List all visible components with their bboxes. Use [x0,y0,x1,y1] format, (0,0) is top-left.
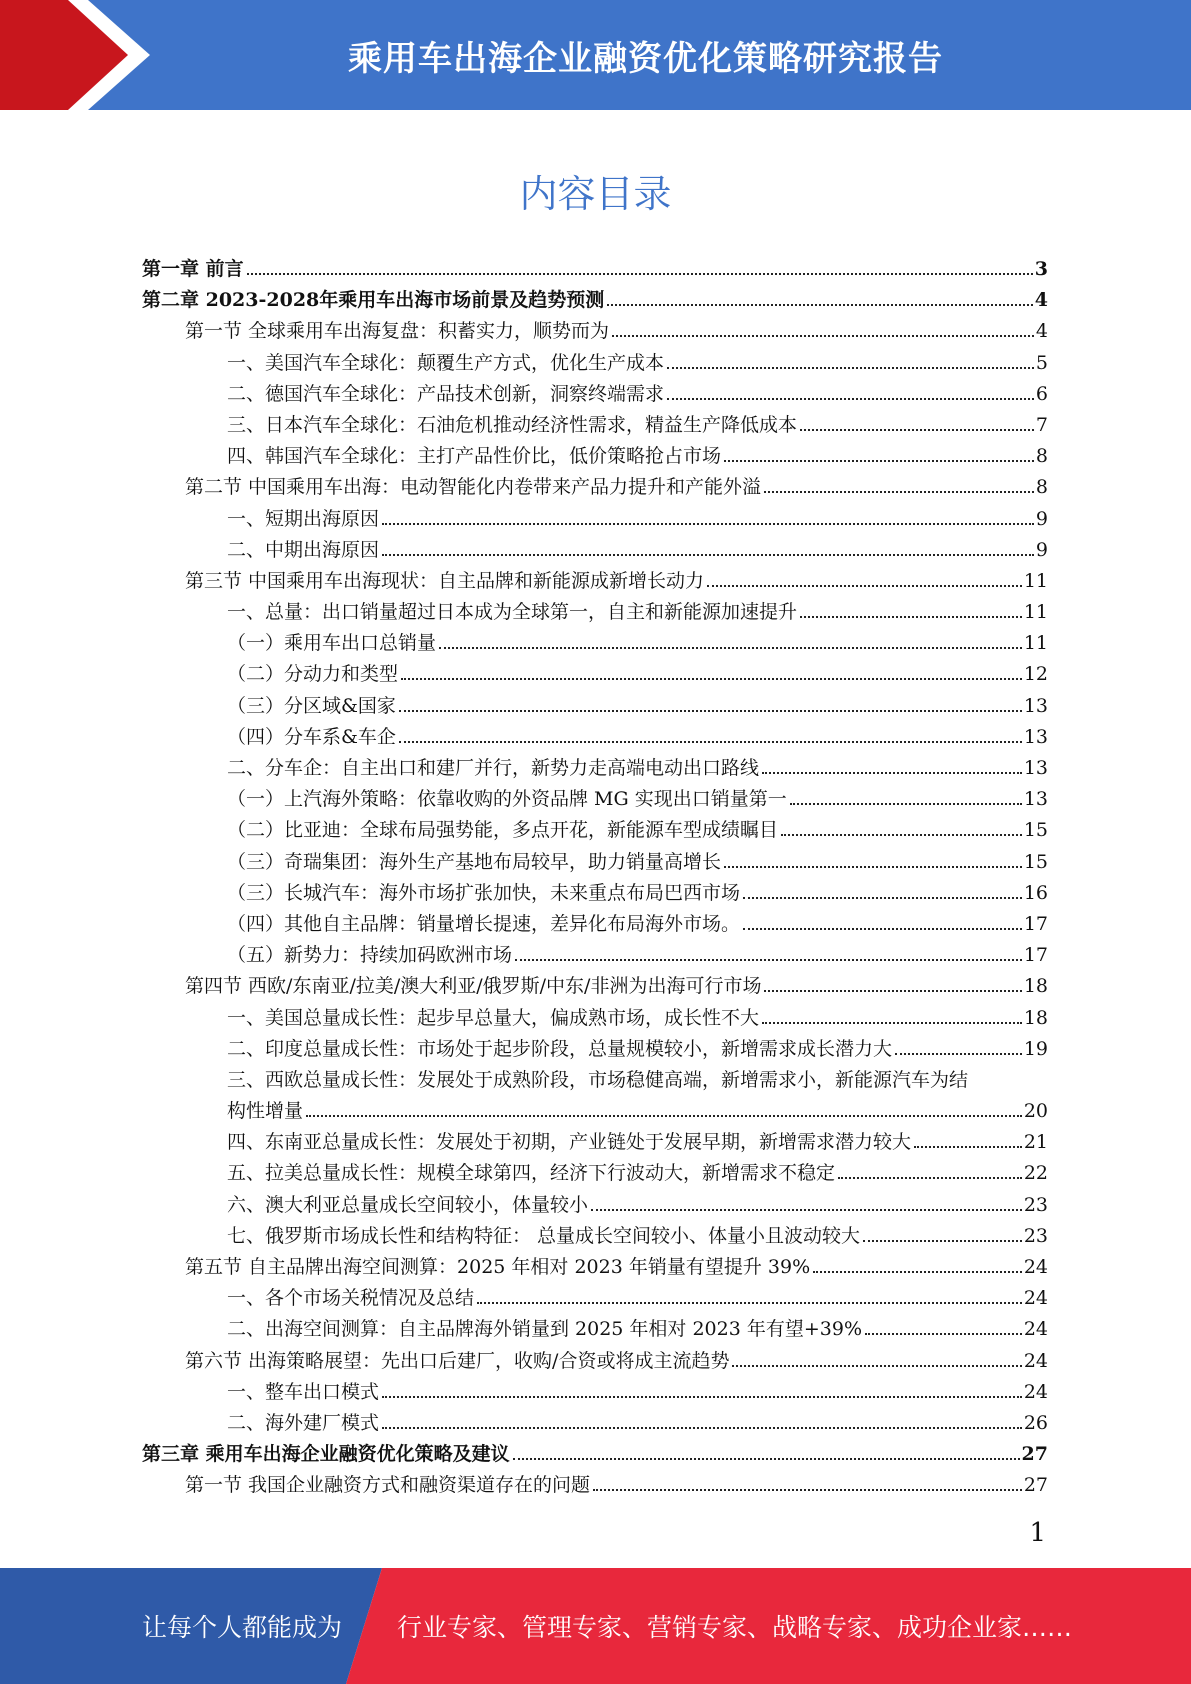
toc-entry-text: 一、短期出海原因 [227,507,380,530]
toc-entry-text: （三）奇瑞集团：海外生产基地布局较早，助力销量高增长 [227,850,722,873]
toc-entry-text: （三）分区域&国家 [227,694,396,717]
toc-entry-text: （五）新势力：持续加码欧洲市场 [227,944,513,967]
toc-entry-text: 二、印度总量成长性：市场处于起步阶段，总量规模较小，新增需求成长潜力大 [227,1037,893,1060]
toc-entry[interactable] [142,1470,1048,1501]
dot-leader [800,616,1022,618]
toc-entry[interactable] [142,847,1048,878]
toc-entry[interactable] [142,691,1048,722]
toc-entry-page: 13 [1023,757,1048,779]
dot-leader [593,1489,1022,1491]
toc-entry-text: （一）乘用车出口总销量 [227,632,437,655]
dot-leader [612,335,1034,337]
toc-entry[interactable] [142,1221,1048,1252]
dot-leader [515,959,1022,961]
toc-entry[interactable] [142,971,1048,1002]
toc-entry[interactable] [142,1034,1048,1065]
toc-entry-text: 一、美国汽车全球化：颠覆生产方式，优化生产成本 [227,351,665,374]
toc-entry-page: 4 [1034,289,1048,312]
toc-entry-page: 8 [1035,476,1048,499]
footer-slogan-right: 行业专家、管理专家、营销专家、战略专家、成功企业家…… [397,1613,1073,1642]
toc-entry-text: 第一章 前言 [142,258,244,280]
toc-entry[interactable] [142,1096,1048,1127]
toc-entry-text: （二）比亚迪：全球布局强势能，多点开花，新能源车型成绩瞩目 [227,819,779,842]
dot-leader [399,710,1022,712]
toc-entry-page: 24 [1023,1380,1048,1403]
dot-leader [399,741,1022,743]
toc-entry-text: 六、澳大利亚总量成长空间较小，体量较小 [227,1193,589,1216]
toc-entry[interactable] [142,628,1048,659]
toc-entry[interactable] [142,909,1048,940]
toc-entry-page: 3 [1034,258,1048,280]
toc-entry-text: 三、日本汽车全球化：石油危机推动经济性需求，精益生产降低成本 [227,413,798,436]
toc-entry-page: 17 [1023,912,1048,935]
toc-entry-page: 23 [1023,1224,1048,1247]
toc-entry[interactable] [142,379,1048,410]
toc-entry-page: 13 [1023,788,1048,811]
toc-entry[interactable] [142,1190,1048,1221]
dot-leader [813,1271,1022,1273]
toc-entry-text: 第四节 西欧/东南亚/拉美/澳大利亚/俄罗斯/中东/非洲为出海可行市场 [185,975,762,998]
toc-entry-text: 第五节 自主品牌出海空间测算：2025 年相对 2023 年销量有望提升 39% [185,1256,811,1278]
dot-leader [513,1458,1020,1460]
dot-leader [865,1333,1022,1335]
toc-entry-text: 二、中期出海原因 [227,538,380,561]
toc-entry-text: 七、俄罗斯市场成长性和结构特征： 总量成长空间较小、体量小且波动较大 [227,1224,861,1247]
dot-leader [401,678,1022,680]
toc-entry-text: （四）其他自主品牌：销量增长提速，差异化布局海外市场。 [227,912,741,935]
toc-entry-page: 9 [1035,507,1048,530]
toc-title: 内容目录 [519,172,672,216]
toc-entry[interactable] [142,348,1048,379]
toc-entry[interactable] [142,441,1048,472]
toc-entry-page: 17 [1023,944,1048,967]
dot-leader [382,554,1034,556]
toc-entry-text: 二、德国汽车全球化：产品技术创新，洞察终端需求 [227,382,665,405]
toc-entry-text: 第三节 中国乘用车出海现状：自主品牌和新能源成新增长动力 [185,569,705,592]
toc-entry-page: 23 [1023,1193,1048,1216]
toc-entry[interactable] [142,566,1048,597]
toc-entry[interactable] [142,535,1048,566]
toc-entry-page: 7 [1035,413,1048,436]
toc-entry-text: 一、各个市场关税情况及总结 [227,1287,475,1310]
dot-leader [790,803,1022,805]
toc-entry-page: 24 [1023,1287,1048,1310]
toc-entry-page: 20 [1023,1100,1048,1123]
toc-entry-text: 第一节 我国企业融资方式和融资渠道存在的问题 [185,1474,591,1497]
toc-entry-page: 26 [1023,1411,1048,1434]
dot-leader [838,1177,1022,1179]
footer-slogan-left: 让每个人都能成为 [142,1613,343,1642]
toc-entry[interactable] [142,254,1048,285]
report-title: 乘用车出海企业融资优化策略研究报告 [348,38,943,79]
toc-entry-text: 四、韩国汽车全球化：主打产品性价比，低价策略抢占市场 [227,445,722,468]
table-of-contents [142,254,1048,1502]
toc-entry-text: 五、拉美总量成长性：规模全球第四，经济下行波动大，新增需求不稳定 [227,1162,836,1185]
toc-entry[interactable] [142,1003,1048,1034]
dot-leader [247,273,1033,275]
dot-leader [707,585,1022,587]
toc-entry-page: 18 [1023,975,1048,998]
dot-leader [591,1209,1022,1211]
dot-leader [382,1427,1022,1429]
toc-entry-page: 6 [1035,382,1048,405]
toc-entry-text: 二、分车企：自主出口和建厂并行，新势力走高端电动出口路线 [227,757,760,779]
toc-entry-text: 第三章 乘用车出海企业融资优化策略及建议 [142,1443,510,1466]
toc-entry[interactable] [142,722,1048,753]
toc-entry-page: 21 [1023,1131,1048,1154]
toc-entry[interactable] [142,753,1048,784]
toc-entry-text: （三）长城汽车：海外市场扩张加快，未来重点布局巴西市场 [227,881,741,904]
toc-entry[interactable] [142,940,1048,971]
dot-leader [607,304,1033,306]
toc-entry-text: 第二节 中国乘用车出海：电动智能化内卷带来产品力提升和产能外溢 [185,476,762,499]
toc-entry-page: 24 [1023,1256,1048,1278]
toc-entry-text: 第二章 2023-2028年乘用车出海市场前景及趋势预测 [142,289,605,312]
dot-leader [724,866,1022,868]
toc-entry[interactable] [142,410,1048,441]
toc-entry[interactable] [142,1439,1048,1470]
dot-leader [800,429,1034,431]
toc-entry-page: 5 [1035,351,1048,374]
dot-leader [439,647,1022,649]
toc-entry[interactable] [142,784,1048,815]
toc-entry-text: 二、海外建厂模式 [227,1411,380,1434]
dot-leader [667,367,1034,369]
toc-entry-text: 二、出海空间测算：自主品牌海外销量到 2025 年相对 2023 年有望+39% [227,1318,863,1341]
header-arrow-icon [0,0,180,110]
toc-entry-page: 18 [1023,1006,1048,1029]
toc-entry-page: 24 [1023,1349,1048,1372]
toc-entry-page: 15 [1023,850,1048,873]
toc-entry-page: 15 [1023,819,1048,842]
dot-leader [477,1302,1022,1304]
dot-leader [762,772,1022,774]
dot-leader [667,398,1034,400]
dot-leader [306,1115,1022,1117]
toc-entry-text: 四、东南亚总量成长性：发展处于初期，产业链处于发展早期，新增需求潜力较大 [227,1131,912,1154]
toc-entry-page: 22 [1023,1162,1048,1185]
toc-entry[interactable] [142,1158,1048,1189]
header-banner [0,0,1191,110]
toc-entry-page: 16 [1023,881,1048,904]
dot-leader [764,491,1034,493]
dot-leader [914,1146,1022,1148]
toc-entry-text: （二）分动力和类型 [227,663,399,686]
toc-entry-page: 13 [1023,725,1048,748]
dot-leader [781,834,1022,836]
toc-entry-page: 8 [1035,445,1048,468]
dot-leader [762,1022,1022,1024]
dot-leader [895,1053,1022,1055]
toc-entry-page: 19 [1023,1037,1048,1060]
toc-entry[interactable] [142,472,1048,503]
dot-leader [732,1365,1021,1367]
toc-entry-text: （四）分车系&车企 [227,725,396,748]
dot-leader [764,990,1021,992]
toc-entry-page: 27 [1021,1443,1048,1466]
toc-entry[interactable] [142,659,1048,690]
toc-entry-text: 构性增量 [227,1100,304,1123]
dot-leader [743,897,1022,899]
toc-entry[interactable] [142,597,1048,628]
toc-entry-page: 27 [1023,1474,1048,1497]
toc-entry-page: 4 [1035,320,1048,343]
dot-leader [863,1240,1022,1242]
toc-entry-text: 第六节 出海策略展望：先出口后建厂，收购/合资或将成主流趋势 [185,1349,730,1372]
toc-entry[interactable] [142,1127,1048,1158]
toc-entry-page: 13 [1023,694,1048,717]
toc-entry-text[interactable]: 三、西欧总量成长性：发展处于成熟阶段，市场稳健高端，新增需求小，新能源汽车为结 [227,1068,969,1091]
dot-leader [382,523,1034,525]
dot-leader [743,928,1022,930]
footer-banner [0,1568,1191,1684]
toc-entry[interactable] [142,878,1048,909]
toc-entry[interactable] [142,1408,1048,1439]
toc-entry-page: 11 [1023,632,1048,655]
toc-entry-text: 一、美国总量成长性：起步早总量大，偏成熟市场，成长性不大 [227,1006,760,1029]
toc-entry[interactable] [142,285,1048,316]
toc-entry[interactable] [142,1283,1048,1314]
toc-entry[interactable] [142,1377,1048,1408]
dot-leader [382,1396,1022,1398]
dot-leader [724,460,1034,462]
toc-entry[interactable] [142,316,1048,347]
toc-entry[interactable] [142,1314,1048,1345]
toc-entry-text: 第一节 全球乘用车出海复盘：积蓄实力，顺势而为 [185,320,610,343]
page-number: 1 [1029,1518,1046,1548]
toc-entry[interactable] [142,815,1048,846]
toc-entry-page: 12 [1023,663,1048,686]
toc-entry[interactable] [142,504,1048,535]
toc-entry-page: 24 [1023,1318,1048,1341]
toc-entry-text: （一）上汽海外策略：依靠收购的外资品牌 MG 实现出口销量第一 [227,788,787,811]
toc-entry-text: 一、总量：出口销量超过日本成为全球第一，自主和新能源加速提升 [227,601,798,624]
toc-entry-text: 一、整车出口模式 [227,1380,380,1403]
toc-entry[interactable] [142,1252,1048,1283]
toc-entry-page: 11 [1023,569,1048,592]
toc-entry-page: 11 [1023,601,1048,624]
toc-entry[interactable] [142,1346,1048,1377]
toc-entry-page: 9 [1035,538,1048,561]
